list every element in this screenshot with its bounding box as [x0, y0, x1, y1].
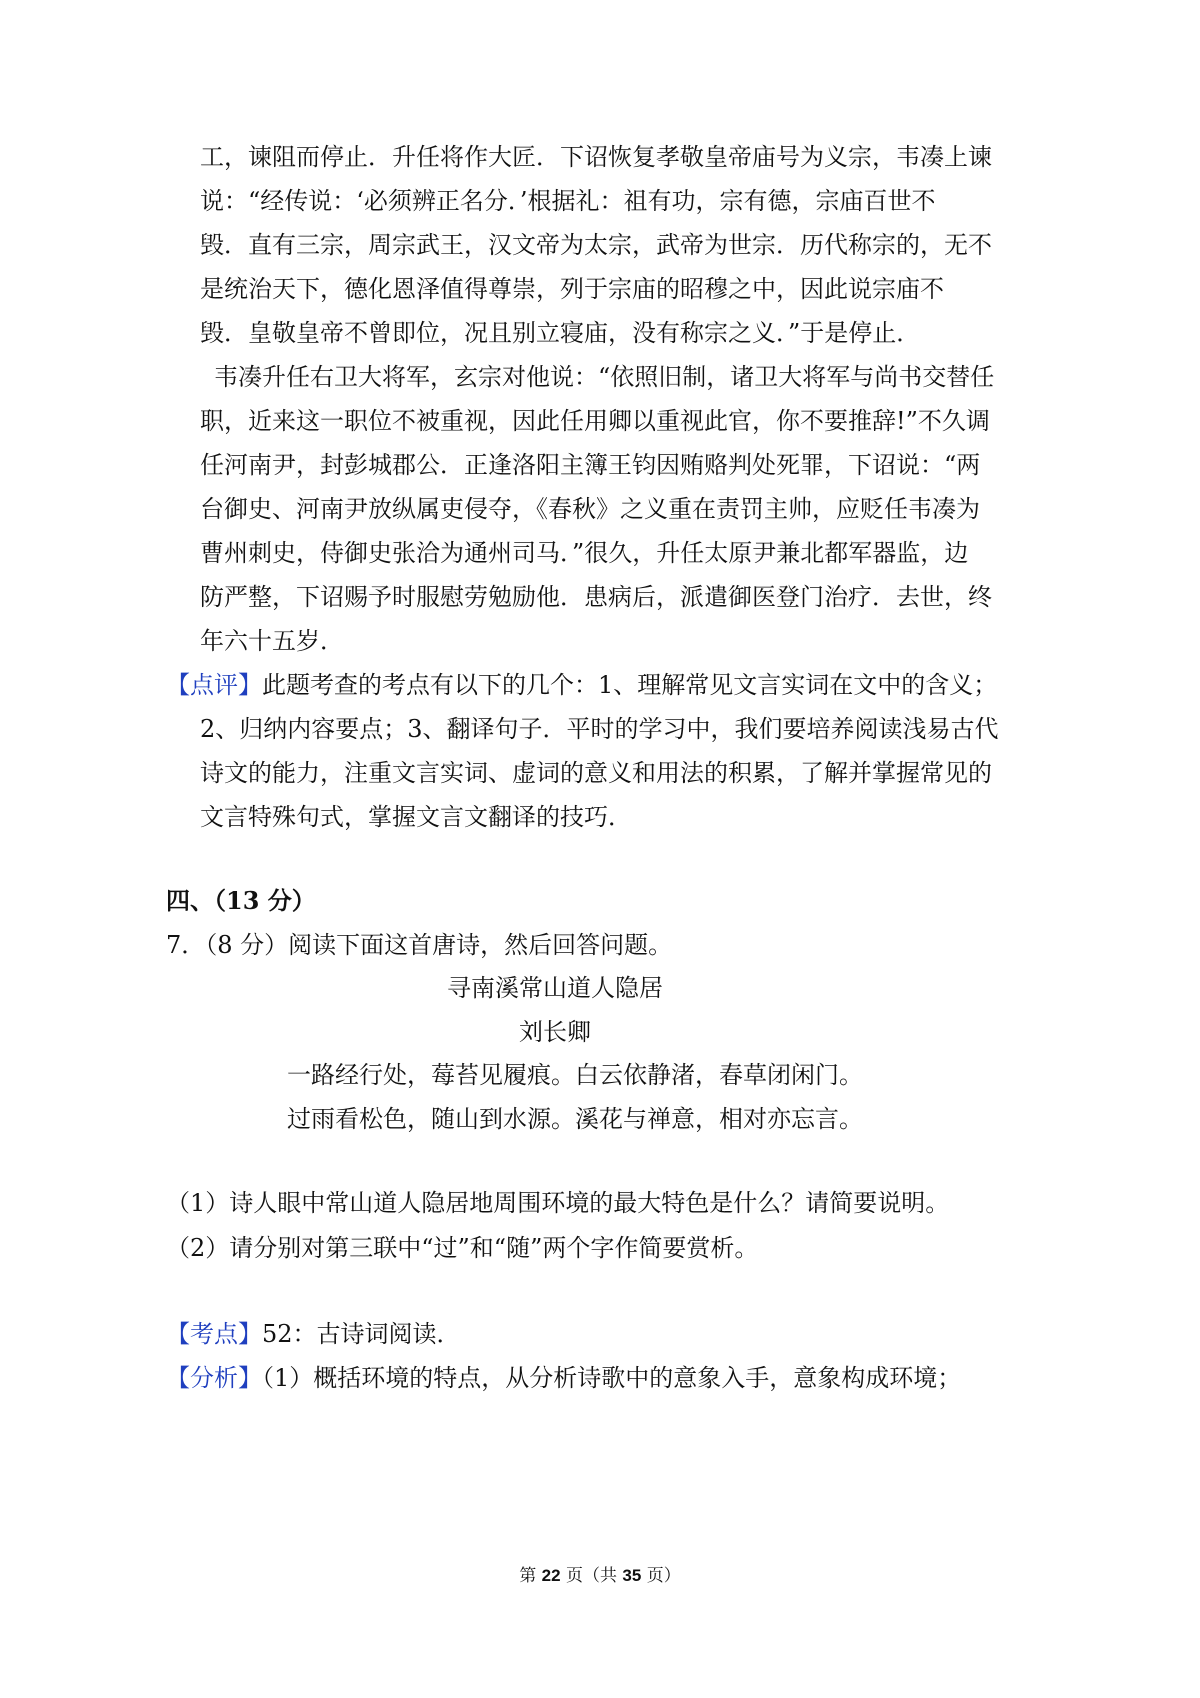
comment-line: 诗文的能力，注重文言实词、虚词的意义和用法的积累，了解并掌握常见的: [200, 759, 992, 787]
passage-line: 毁．皇敬皇帝不曾即位，况且别立寝庙，没有称宗之义．”于是停止．: [200, 319, 921, 347]
passage-line: 毁．直有三宗，周宗武王，汉文帝为太宗，武帝为世宗．历代称宗的，无不: [200, 231, 992, 259]
section-heading: 四、（13 分）: [166, 886, 316, 915]
passage-line: 曹州刺史，侍御史张洽为通州司马．”很久，升任太原尹兼北都军器监，边: [200, 539, 969, 567]
kaodian-line: [166, 1318, 461, 1350]
poem-author: 刘长卿: [519, 1018, 591, 1046]
fenxi-text: （1）概括环境的特点，从分析诗歌中的意象入手，意象构成环境；: [262, 1364, 962, 1392]
comment-line: 2、归纳内容要点；3、翻译句子．平时的学习中，我们要培养阅读浅易古代: [200, 715, 999, 743]
kaodian-text: 52：古诗词阅读．: [262, 1320, 461, 1348]
page-number: 22: [541, 1566, 561, 1585]
comment-first-line: [166, 669, 997, 701]
kaodian-tag: 【考点】: [166, 1320, 262, 1348]
comment-line: 文言特殊句式，掌握文言文翻译的技巧．: [200, 803, 632, 831]
sub-question-1: （1）诗人眼中常山道人隐居地周围环境的最大特色是什么？请简要说明。: [166, 1189, 950, 1217]
passage-line: 防严整，下诏赐予时服慰劳勉励他．患病后，派遣御医登门治疗．去世，终: [200, 583, 992, 611]
footer-prefix: 第: [519, 1566, 537, 1586]
passage-line: 说：“经传说：‘必须辨正名分．’根据礼：祖有功，宗有德，宗庙百世不: [200, 187, 936, 215]
sub-question-2: （2）请分别对第三联中“过”和“随”两个字作简要赏析。: [166, 1234, 759, 1262]
fenxi-line: [166, 1362, 961, 1394]
passage-line: 韦凑升任右卫大将军，玄宗对他说：“依照旧制，诸卫大将军与尚书交替任: [214, 363, 995, 391]
passage-line: 职，近来这一职位不被重视，因此任用卿以重视此官，你不要推辞!”不久调: [200, 407, 990, 435]
footer-middle: 页（共: [566, 1566, 617, 1586]
footer-suffix: 页）: [646, 1566, 681, 1586]
question-prompt: 7．（8 分）阅读下面这首唐诗，然后回答问题。: [166, 931, 673, 959]
comment-tag: 【点评】: [166, 671, 262, 699]
passage-line: 年六十五岁．: [200, 627, 344, 655]
poem-title: 寻南溪常山道人隐居: [447, 974, 663, 1002]
passage-line: 是统治天下，德化恩泽值得尊崇，列于宗庙的昭穆之中，因此说宗庙不: [200, 275, 944, 303]
passage-line: 工，谏阻而停止．升任将作大匠．下诏恢复孝敬皇帝庙号为义宗，韦凑上谏: [200, 143, 992, 171]
comment-text: 此题考查的考点有以下的几个：1、理解常见文言实词在文中的含义；: [262, 671, 998, 699]
page-total: 35: [622, 1566, 642, 1585]
passage-line: 任河南尹，封彭城郡公．正逢洛阳主簿王钧因贿赂判处死罪，下诏说：“两: [200, 451, 981, 479]
poem-line: 一路经行处，莓苔见履痕。白云依静渚，春草闭闲门。: [287, 1061, 863, 1089]
passage-line: 台御史、河南尹放纵属吏侵夺，《春秋》之义重在责罚主帅，应贬任韦凑为: [200, 495, 980, 523]
page-footer: [0, 1564, 1200, 1588]
fenxi-tag: 【分析】: [166, 1364, 262, 1392]
poem-line: 过雨看松色，随山到水源。溪花与禅意，相对亦忘言。: [287, 1105, 863, 1133]
